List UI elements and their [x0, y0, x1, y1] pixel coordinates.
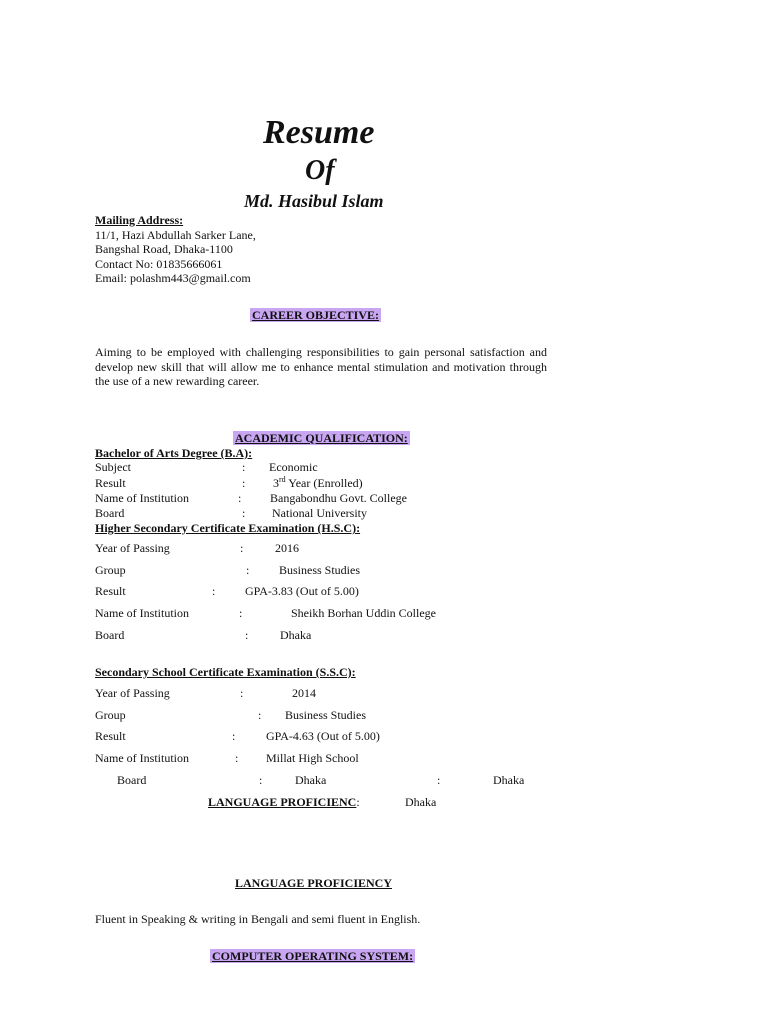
- ssc-group-value: Business Studies: [285, 708, 367, 722]
- ssc-board-label: Board: [117, 773, 147, 787]
- ba-result-suffix: rd: [279, 475, 286, 484]
- ba-subject-value: Economic: [269, 460, 318, 474]
- ssc-institution-value: Millat High School: [266, 751, 359, 765]
- ba-heading: Bachelor of Arts Degree (B.A):: [95, 446, 253, 460]
- ba-subject-label: Subject: [95, 460, 131, 474]
- ssc-heading: Secondary School Certificate Examination (S.S.C):: [95, 665, 356, 679]
- ssc-institution-label: Name of Institution: [95, 751, 189, 765]
- career-objective-heading: CAREER OBJECTIVE:: [252, 308, 380, 322]
- language-proficiency-stray-value: Dhaka: [405, 795, 437, 809]
- language-proficiency-text: Fluent in Speaking & writing in Bengali and semi fluent in English.: [95, 912, 421, 926]
- language-proficiency-stray-colon: :: [356, 795, 360, 809]
- hsc-year-value: 2016: [275, 541, 299, 555]
- ssc-group-label: Group: [95, 708, 126, 722]
- hsc-institution-label: Name of Institution: [95, 606, 189, 620]
- ssc-result-label: Result: [95, 729, 126, 743]
- ssc-board-sep: :: [259, 773, 263, 787]
- hsc-institution-value: Sheikh Borhan Uddin College: [291, 606, 436, 620]
- resume-of: Of: [305, 155, 335, 186]
- hsc-result-sep: :: [212, 584, 216, 598]
- hsc-result-value: GPA-3.83 (Out of 5.00): [245, 584, 359, 598]
- ba-result-label: Result: [95, 476, 126, 490]
- ba-board-sep: :: [242, 506, 246, 520]
- hsc-result-label: Result: [95, 584, 126, 598]
- ba-institution-value: Bangabondhu Govt. College: [270, 491, 407, 505]
- language-proficiency-stray-heading: LANGUAGE PROFICIENC: [208, 795, 357, 809]
- ba-result-number: 3: [273, 476, 279, 490]
- ssc-result-value: GPA-4.63 (Out of 5.00): [266, 729, 380, 743]
- academic-qualification-heading: ACADEMIC QUALIFICATION:: [235, 431, 408, 445]
- hsc-heading: Higher Secondary Certificate Examination (H.S.C):: [95, 521, 361, 535]
- hsc-institution-sep: :: [239, 606, 243, 620]
- language-proficiency-heading: LANGUAGE PROFICIENCY: [235, 876, 393, 890]
- address-line-2: Bangshal Road, Dhaka-1100: [95, 242, 233, 256]
- contact-number: Contact No: 01835666061: [95, 257, 223, 271]
- ssc-board-extra-sep: :: [437, 773, 441, 787]
- ssc-group-sep: :: [258, 708, 262, 722]
- ba-result-value: [273, 476, 363, 490]
- hsc-board-label: Board: [95, 628, 125, 642]
- ba-board-label: Board: [95, 506, 125, 520]
- ba-result-sep: :: [242, 476, 246, 490]
- language-proficiency-stray-line: [208, 795, 360, 809]
- ba-result-rest: Year (Enrolled): [285, 476, 363, 490]
- hsc-year-label: Year of Passing: [95, 541, 170, 555]
- career-objective-text: Aiming to be employed with challenging responsibilities to gain personal satisfaction and develop new skill that will allow me to enhance mental stimulation and motivation through the use of a new rewarding career.: [95, 345, 547, 388]
- address-line-1: 11/1, Hazi Abdullah Sarker Lane,: [95, 228, 256, 242]
- ssc-board-value: Dhaka: [295, 773, 327, 787]
- ssc-board-extra-value: Dhaka: [493, 773, 525, 787]
- mailing-address-heading: Mailing Address:: [95, 213, 184, 227]
- ba-institution-sep: :: [238, 491, 242, 505]
- ssc-institution-sep: :: [235, 751, 239, 765]
- hsc-group-label: Group: [95, 563, 126, 577]
- hsc-board-value: Dhaka: [280, 628, 312, 642]
- ba-institution-label: Name of Institution: [95, 491, 189, 505]
- resume-title: Resume: [263, 114, 375, 151]
- ssc-year-label: Year of Passing: [95, 686, 170, 700]
- hsc-group-value: Business Studies: [279, 563, 361, 577]
- computer-operating-system-heading: COMPUTER OPERATING SYSTEM:: [212, 949, 414, 963]
- hsc-year-sep: :: [240, 541, 244, 555]
- ssc-year-value: 2014: [292, 686, 316, 700]
- ba-subject-sep: :: [242, 460, 246, 474]
- ssc-result-sep: :: [232, 729, 236, 743]
- email-address: Email: polashm443@gmail.com: [95, 271, 251, 285]
- hsc-group-sep: :: [246, 563, 250, 577]
- hsc-board-sep: :: [245, 628, 249, 642]
- ba-board-value: National University: [272, 506, 367, 520]
- ssc-year-sep: :: [240, 686, 244, 700]
- candidate-name: Md. Hasibul Islam: [244, 191, 384, 211]
